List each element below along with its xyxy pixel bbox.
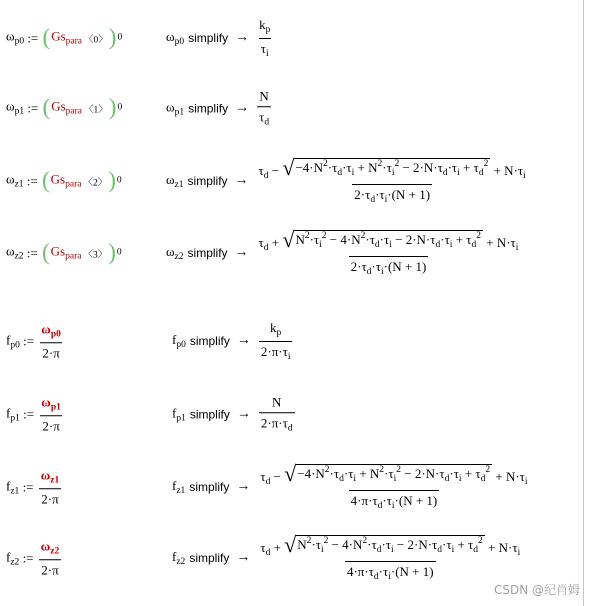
column-index: 〈1〉 bbox=[84, 105, 108, 115]
definition-lhs: $\omega_{z1}$ bbox=[6, 171, 24, 190]
simplify-keyword: simplify bbox=[189, 334, 230, 348]
subscript: z2 bbox=[176, 556, 186, 567]
assign-operator: := bbox=[24, 100, 42, 115]
result-lhs: $\omega_{z1}$ bbox=[166, 171, 184, 190]
simplify-keyword: simplify bbox=[187, 246, 228, 260]
definition-row[interactable] bbox=[6, 24, 123, 50]
assign-operator: := bbox=[24, 30, 42, 45]
result-lhs: $f_{z1}$ bbox=[172, 477, 186, 496]
subscript: z1 bbox=[176, 485, 186, 496]
subscript: p bbox=[276, 328, 282, 338]
gs-para-matrix: $Gs_{para}$ bbox=[50, 243, 82, 262]
subscript: para bbox=[65, 106, 82, 117]
definition-row[interactable] bbox=[6, 167, 122, 193]
numerator-tau-d: $\tau_d$ bbox=[260, 540, 271, 558]
definition-fraction: $\frac{\omega_{z2}}{2\cdot\pi}$ bbox=[40, 538, 60, 577]
subscript: p0 bbox=[14, 36, 25, 47]
result-row[interactable] bbox=[166, 229, 522, 277]
assign-operator: := bbox=[19, 333, 38, 348]
subscript: p1 bbox=[176, 412, 186, 423]
numerator-tau-d: $\tau_d$ bbox=[260, 469, 271, 487]
subscript: p0 bbox=[174, 36, 185, 47]
arrow-icon: → bbox=[235, 100, 250, 115]
result-row[interactable] bbox=[172, 320, 294, 362]
definition-lhs: $f_{z2}$ bbox=[6, 548, 20, 567]
column-index: 〈2〉 bbox=[83, 178, 108, 188]
subscript: z2 bbox=[174, 251, 184, 262]
gs-para-matrix: $Gs_{para}$ bbox=[51, 98, 82, 117]
left-paren-icon: ( bbox=[41, 167, 50, 193]
right-paren-icon: ) bbox=[108, 24, 117, 50]
definition-row[interactable] bbox=[6, 394, 65, 434]
column-index: 〈3〉 bbox=[83, 250, 108, 260]
result-lhs: $f_{p1}$ bbox=[172, 404, 186, 423]
arrow-icon: → bbox=[236, 406, 251, 421]
subscript: para bbox=[65, 36, 82, 47]
assign-operator: := bbox=[23, 173, 41, 188]
arrow-icon: → bbox=[236, 479, 251, 494]
left-paren-icon: ( bbox=[42, 24, 51, 50]
subscript: i bbox=[266, 48, 269, 59]
arrow-icon: → bbox=[234, 245, 249, 260]
definition-fraction: $\frac{\omega_{p1}}{2\cdot\pi}$ bbox=[41, 394, 61, 433]
result-row[interactable] bbox=[166, 88, 273, 128]
result-lhs: $f_{p0}$ bbox=[172, 331, 186, 350]
simplify-keyword: simplify bbox=[189, 407, 230, 421]
arrow-icon: → bbox=[235, 30, 250, 45]
result-fraction: $\tau_d$ + √ $N^2\cdot\tau_i^2 - 4\cdot N^2\cdot\tau_d\cdot\tau_i - 2\cdot N\cdot\tau_d\cdot\tau_i + \tau_d^2$ + $N\cdot\tau_i$ $2\cdot\tau_d\cdot\tau_i\cdot(N + 1)$ bbox=[258, 227, 519, 277]
simplify-keyword: simplify bbox=[189, 480, 230, 494]
subscript: p0 bbox=[50, 329, 61, 340]
subscript: z1 bbox=[174, 179, 184, 190]
gs-para-matrix: $Gs_{para}$ bbox=[51, 28, 82, 47]
subscript: para bbox=[65, 179, 82, 190]
subscript: p bbox=[265, 25, 271, 35]
subscript: z2 bbox=[10, 556, 20, 567]
watermark: CSDN @纪肖姆 bbox=[493, 583, 580, 597]
subscript: z2 bbox=[50, 546, 60, 557]
subscript: d bbox=[264, 117, 270, 128]
page-margin-line bbox=[583, 0, 584, 606]
simplify-keyword: simplify bbox=[189, 551, 230, 565]
subscript: 0 bbox=[117, 102, 123, 113]
subscript: p1 bbox=[14, 106, 25, 117]
subscript: i bbox=[287, 351, 291, 362]
subscript: d bbox=[287, 423, 293, 434]
square-root: √ $-4\cdot N^2\cdot\tau_d\cdot\tau_i + N^2\cdot\tau_i^2 - 2\cdot N\cdot\tau_d\cdot\tau_i + \tau_d^2$ bbox=[284, 461, 491, 486]
result-row[interactable] bbox=[172, 394, 297, 434]
subscript: p1 bbox=[50, 402, 61, 413]
definition-row[interactable] bbox=[6, 321, 65, 361]
result-fraction: $\tau_d$ − √ $-4\cdot N^2\cdot\tau_d\cdot\tau_i + N^2\cdot\tau_i^2 - 2\cdot N\cdot\tau_d\cdot\tau_i + \tau_d^2$ + $N\cdot\tau_i$ $2\cdot\tau_d\cdot\tau_i\cdot(N + 1)$ bbox=[258, 155, 526, 205]
definition-lhs: $\omega_{z2}$ bbox=[6, 243, 24, 262]
subscript: p1 bbox=[174, 106, 185, 117]
subscript: 0 bbox=[116, 247, 122, 258]
result-row[interactable] bbox=[172, 534, 524, 582]
definition-row[interactable] bbox=[6, 94, 123, 120]
definition-row[interactable] bbox=[6, 538, 63, 578]
result-fraction: $\frac{k_p}{2\cdot\pi\cdot\tau_i}$ bbox=[260, 320, 291, 362]
definition-lhs: $\omega_{p0}$ bbox=[6, 28, 25, 47]
right-paren-icon: ) bbox=[108, 94, 117, 120]
result-lhs: $\omega_{p0}$ bbox=[166, 28, 185, 47]
result-lhs: $f_{z2}$ bbox=[172, 548, 186, 567]
assign-operator: := bbox=[23, 245, 41, 260]
subscript: z1 bbox=[10, 485, 20, 496]
subscript: 0 bbox=[116, 175, 122, 186]
assign-operator: := bbox=[19, 406, 38, 421]
definition-lhs: $f_{p0}$ bbox=[6, 331, 20, 350]
square-root: √ $-4\cdot N^2\cdot\tau_d\cdot\tau_i + N^2\cdot\tau_i^2 - 2\cdot N\cdot\tau_d\cdot\tau_i + \tau_d^2$ bbox=[282, 155, 489, 180]
subscript: z1 bbox=[14, 179, 24, 190]
result-row[interactable] bbox=[166, 17, 274, 59]
subscript: para bbox=[65, 251, 82, 262]
definition-row[interactable] bbox=[6, 467, 63, 507]
result-fraction: $\tau_d$ − √ $-4\cdot N^2\cdot\tau_d\cdot\tau_i + N^2\cdot\tau_i^2 - 2\cdot N\cdot\tau_d\cdot\tau_i + \tau_d^2$ + $N\cdot\tau_i$ $4\cdot\pi\cdot\tau_d\cdot\tau_i\cdot(N + 1)$ bbox=[260, 461, 528, 511]
square-root: √ $N^2\cdot\tau_i^2 - 4\cdot N^2\cdot\tau_d\cdot\tau_i - 2\cdot N\cdot\tau_d\cdot\tau_i + \tau_d^2$ bbox=[284, 532, 483, 557]
arrow-icon: → bbox=[236, 333, 251, 348]
assign-operator: := bbox=[19, 550, 37, 565]
subscript: 0 bbox=[117, 32, 123, 43]
result-row[interactable] bbox=[166, 157, 530, 205]
result-fraction: $\frac{N}{2\cdot\pi\cdot\tau_d}$ bbox=[260, 394, 293, 434]
definition-row[interactable] bbox=[6, 239, 122, 265]
definition-lhs: $\omega_{p1}$ bbox=[6, 98, 25, 117]
gs-para-matrix: $Gs_{para}$ bbox=[50, 171, 82, 190]
definition-fraction: $\frac{\omega_{p0}}{2\cdot\pi}$ bbox=[41, 321, 61, 360]
definition-lhs: $f_{p1}$ bbox=[6, 404, 20, 423]
simplify-keyword: simplify bbox=[188, 31, 229, 45]
simplify-keyword: simplify bbox=[188, 101, 229, 115]
result-fraction: $\frac{N}{\tau_d}$ bbox=[259, 88, 270, 128]
subscript: z1 bbox=[50, 475, 60, 486]
result-fraction: $\frac{k_p}{\tau_i}$ bbox=[259, 17, 271, 59]
left-paren-icon: ( bbox=[41, 239, 50, 265]
numerator-tau-d: $\tau_d$ bbox=[258, 163, 269, 181]
square-root: √ $N^2\cdot\tau_i^2 - 4\cdot N^2\cdot\tau_d\cdot\tau_i - 2\cdot N\cdot\tau_d\cdot\tau_i + \tau_d^2$ bbox=[282, 227, 481, 252]
simplify-keyword: simplify bbox=[187, 174, 228, 188]
assign-operator: := bbox=[19, 479, 37, 494]
result-fraction: $\tau_d$ + √ $N^2\cdot\tau_i^2 - 4\cdot N^2\cdot\tau_d\cdot\tau_i - 2\cdot N\cdot\tau_d\cdot\tau_i + \tau_d^2$ + $N\cdot\tau_i$ $4\cdot\pi\cdot\tau_d\cdot\tau_i\cdot(N + 1)$ bbox=[260, 532, 521, 582]
numerator-tau-d: $\tau_d$ bbox=[258, 235, 269, 253]
subscript: p0 bbox=[10, 339, 20, 350]
subscript: z2 bbox=[14, 251, 24, 262]
definition-lhs: $f_{z1}$ bbox=[6, 477, 20, 496]
subscript: p1 bbox=[10, 412, 20, 423]
arrow-icon: → bbox=[234, 173, 249, 188]
arrow-icon: → bbox=[236, 550, 251, 565]
result-lhs: $\omega_{p1}$ bbox=[166, 98, 185, 117]
subscript: p0 bbox=[176, 339, 186, 350]
definition-fraction: $\frac{\omega_{z1}}{2\cdot\pi}$ bbox=[40, 467, 60, 506]
result-row[interactable] bbox=[172, 463, 532, 511]
left-paren-icon: ( bbox=[42, 94, 51, 120]
right-paren-icon: ) bbox=[108, 239, 116, 265]
result-lhs: $\omega_{z2}$ bbox=[166, 243, 184, 262]
column-index: 〈0〉 bbox=[84, 35, 108, 45]
right-paren-icon: ) bbox=[108, 167, 116, 193]
